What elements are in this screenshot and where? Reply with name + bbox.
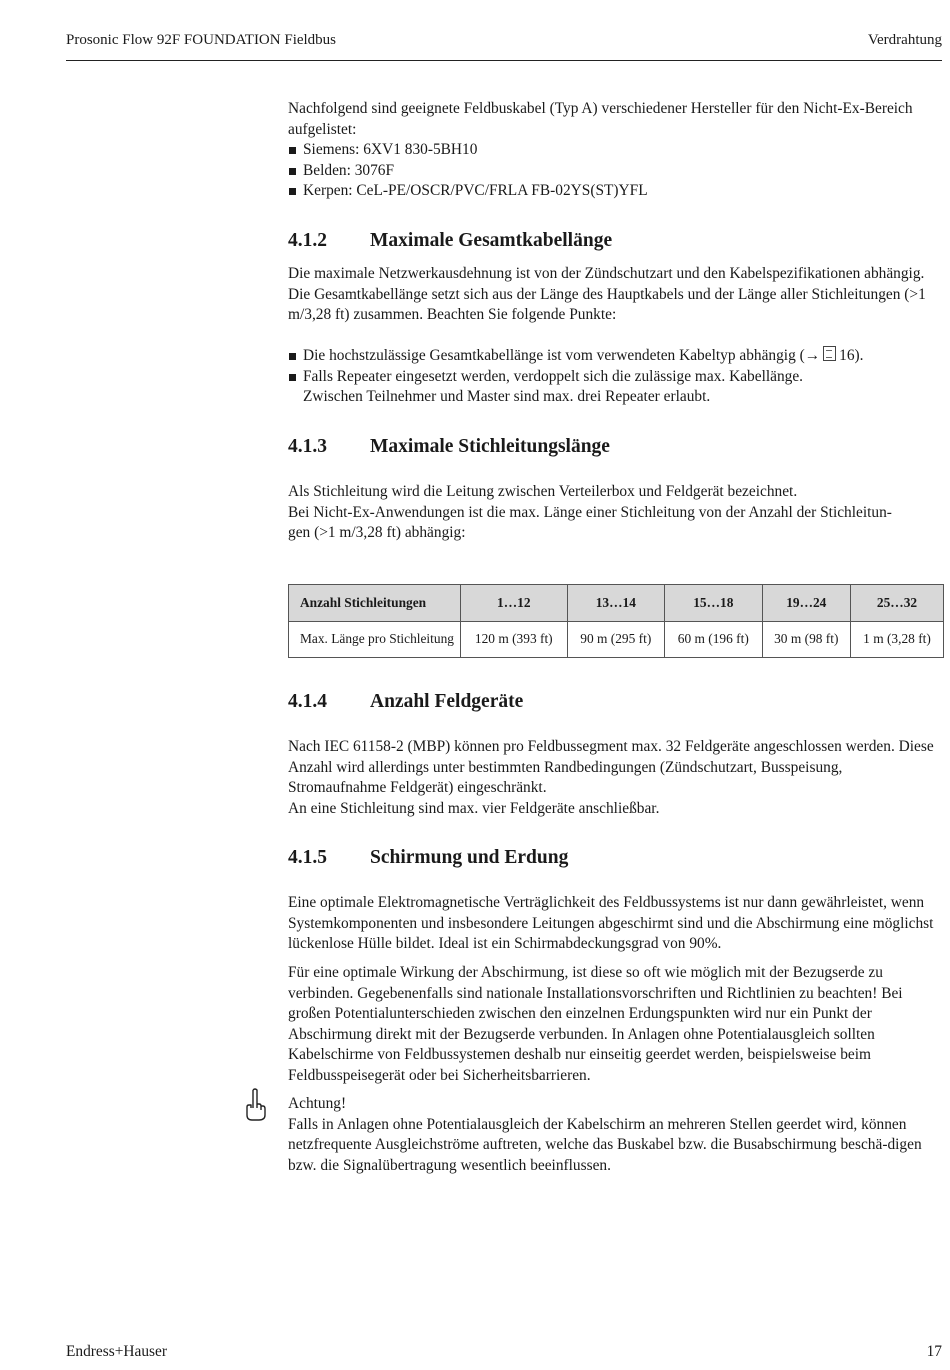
table-header-cell: 15…18 [665, 585, 763, 622]
section-number: 4.1.5 [288, 847, 327, 868]
section-number: 4.1.3 [288, 436, 327, 457]
bullet-text: Die hochstzulässige Gesamtkabellänge ist vom verwendeten Kabeltyp abhängig (→ [303, 347, 821, 364]
intro-text: Nachfolgend sind geeignete Feldbuskabel (Typ A) verschiedener Hersteller für den Nicht-Ex-Bereich aufgelistet: [288, 100, 913, 138]
section-number: 4.1.4 [288, 691, 327, 712]
section-heading-4-1-2 [288, 231, 612, 252]
caution-note [288, 1094, 944, 1176]
section-4-1-5-body-2 [288, 963, 944, 1086]
table-header-cell: 13…14 [567, 585, 665, 622]
cable-item: Kerpen: CeL-PE/OSCR/PVC/FRLA FB-02YS(ST)YFL [288, 181, 944, 202]
header-title: Prosonic Flow 92F FOUNDATION Fieldbus [66, 32, 337, 48]
section-number: 4.1.2 [288, 230, 327, 251]
section-line: Bei Nicht-Ex-Anwendungen ist die max. Länge einer Stichleitung von der Anzahl der Stichleitun- [288, 503, 892, 521]
table-header-cell: 19…24 [762, 585, 850, 622]
table-cell: 120 m (393 ft) [461, 622, 568, 658]
caution-title: Achtung! [288, 1095, 347, 1112]
section-paragraph: Die maximale Netzwerkausdehnung ist von der Zündschutzart und den Kabelspezifikationen abhängig. Die Gesamtkabellänge setzt sich aus der Länge des Hauptkabels und der Länge aller Stichleitungen (>1 m/3,28 ft) zusammen. Beachten Sie folgende Punkte: [288, 265, 926, 323]
cable-list [288, 140, 944, 202]
section-4-1-5-body [288, 893, 944, 955]
table-cell: 90 m (295 ft) [567, 622, 665, 658]
pointing-hand-icon [244, 1088, 266, 1122]
table-cell: 1 m (3,28 ft) [851, 622, 944, 658]
section-4-1-2-bullets [288, 346, 944, 408]
section-paragraph: An eine Stichleitung sind max. vier Feldgeräte anschließbar. [288, 799, 660, 817]
bullet-list [288, 346, 944, 408]
intro-block [288, 99, 944, 202]
table-header-cell: 1…12 [461, 585, 568, 622]
section-4-1-3-body [288, 482, 944, 544]
stub-length-table [288, 584, 944, 658]
section-paragraph: Nach IEC 61158-2 (MBP) können pro Feldbussegment max. 32 Feldgeräte angeschlossen werden. Diese Anzahl wird allerdings unter bestimmten Randbedingungen (Zündschutzart, Busspeisung, Stromaufnahme Feldgerät) eingeschränkt. [288, 738, 934, 796]
section-4-1-4-body [288, 737, 944, 819]
section-paragraph: Für eine optimale Wirkung der Abschirmung, ist diese so oft wie möglich mit der Bezugserde zu verbinden. Gegebenenfalls sind nationale Installationsvorschriften und Richtlinien zu beachten! Bei großen Potentialunterschieden zwischen den einzelnen Erdungspunkten wird nur ein Punkt der Abschirmung direkt mit der Bezugserde verbunden. In Anlagen ohne Potentialausgleich sollten Kabelschirme von Feldbussystemen deshalb nur einseitig geerdet werden, beispielsweise beim Feldbusspeisegerät oder bei Sicherheitsbarrieren. [288, 964, 903, 1084]
section-4-1-2-body [288, 264, 944, 326]
page-reference-number: 16). [839, 347, 864, 364]
section-title: Maximale Stichleitungslänge [370, 436, 610, 457]
header-section: Verdrahtung [867, 32, 942, 48]
table-row [289, 622, 944, 658]
table-cell: 30 m (98 ft) [762, 622, 850, 658]
section-paragraph: Eine optimale Elektromagnetische Verträglichkeit des Feldbussystems ist nur dann gewährleistet, wenn Systemkomponenten und insbesondere Leitungen abgeschirmt sind und die Abschirmung eine möglichst lückenlose Hülle bildet. Ideal ist ein Schirmabdeckungsgrad von 90%. [288, 894, 934, 952]
section-title: Anzahl Feldgeräte [370, 691, 524, 712]
page-number: 17 [926, 1343, 942, 1360]
section-line: Als Stichleitung wird die Leitung zwischen Verteilerbox und Feldgerät bezeichnet. [288, 483, 798, 500]
table-cell: Max. Länge pro Stichleitung [289, 622, 461, 658]
cable-item: Siemens: 6XV1 830-5BH10 [288, 140, 944, 161]
bullet-item [288, 367, 944, 408]
section-heading-4-1-5 [288, 848, 568, 869]
table-cell: 60 m (196 ft) [665, 622, 763, 658]
section-title: Schirmung und Erdung [370, 847, 569, 868]
table-header-cell: 25…32 [851, 585, 944, 622]
footer-company: Endress+Hauser [66, 1343, 167, 1360]
caution-text: Falls in Anlagen ohne Potentialausgleich der Kabelschirm an mehreren Stellen geerdet wird, können netzfrequente Ausgleichströme auftreten, welche das Buskabel bzw. die Busabschirmung beschä-digen bzw. die Signalübertragung wesentlich beeinflussen. [288, 1115, 922, 1174]
header-rule [66, 60, 942, 61]
bullet-item [288, 346, 944, 367]
bullet-text: Falls Repeater eingesetzt werden, verdoppelt sich die zulässige max. Kabellänge. [303, 367, 804, 385]
section-heading-4-1-4 [288, 692, 523, 713]
bullet-text: Zwischen Teilnehmer und Master sind max. drei Repeater erlaubt. [303, 388, 711, 405]
table-header-cell: Anzahl Stichleitungen [289, 585, 461, 622]
table-header-row [289, 585, 944, 622]
section-title: Maximale Gesamtkabellänge [370, 230, 613, 251]
cable-item: Belden: 3076F [288, 161, 944, 182]
page-reference-icon [823, 346, 836, 361]
section-heading-4-1-3 [288, 437, 610, 458]
section-line: gen (>1 m/3,28 ft) abhängig: [288, 524, 466, 541]
